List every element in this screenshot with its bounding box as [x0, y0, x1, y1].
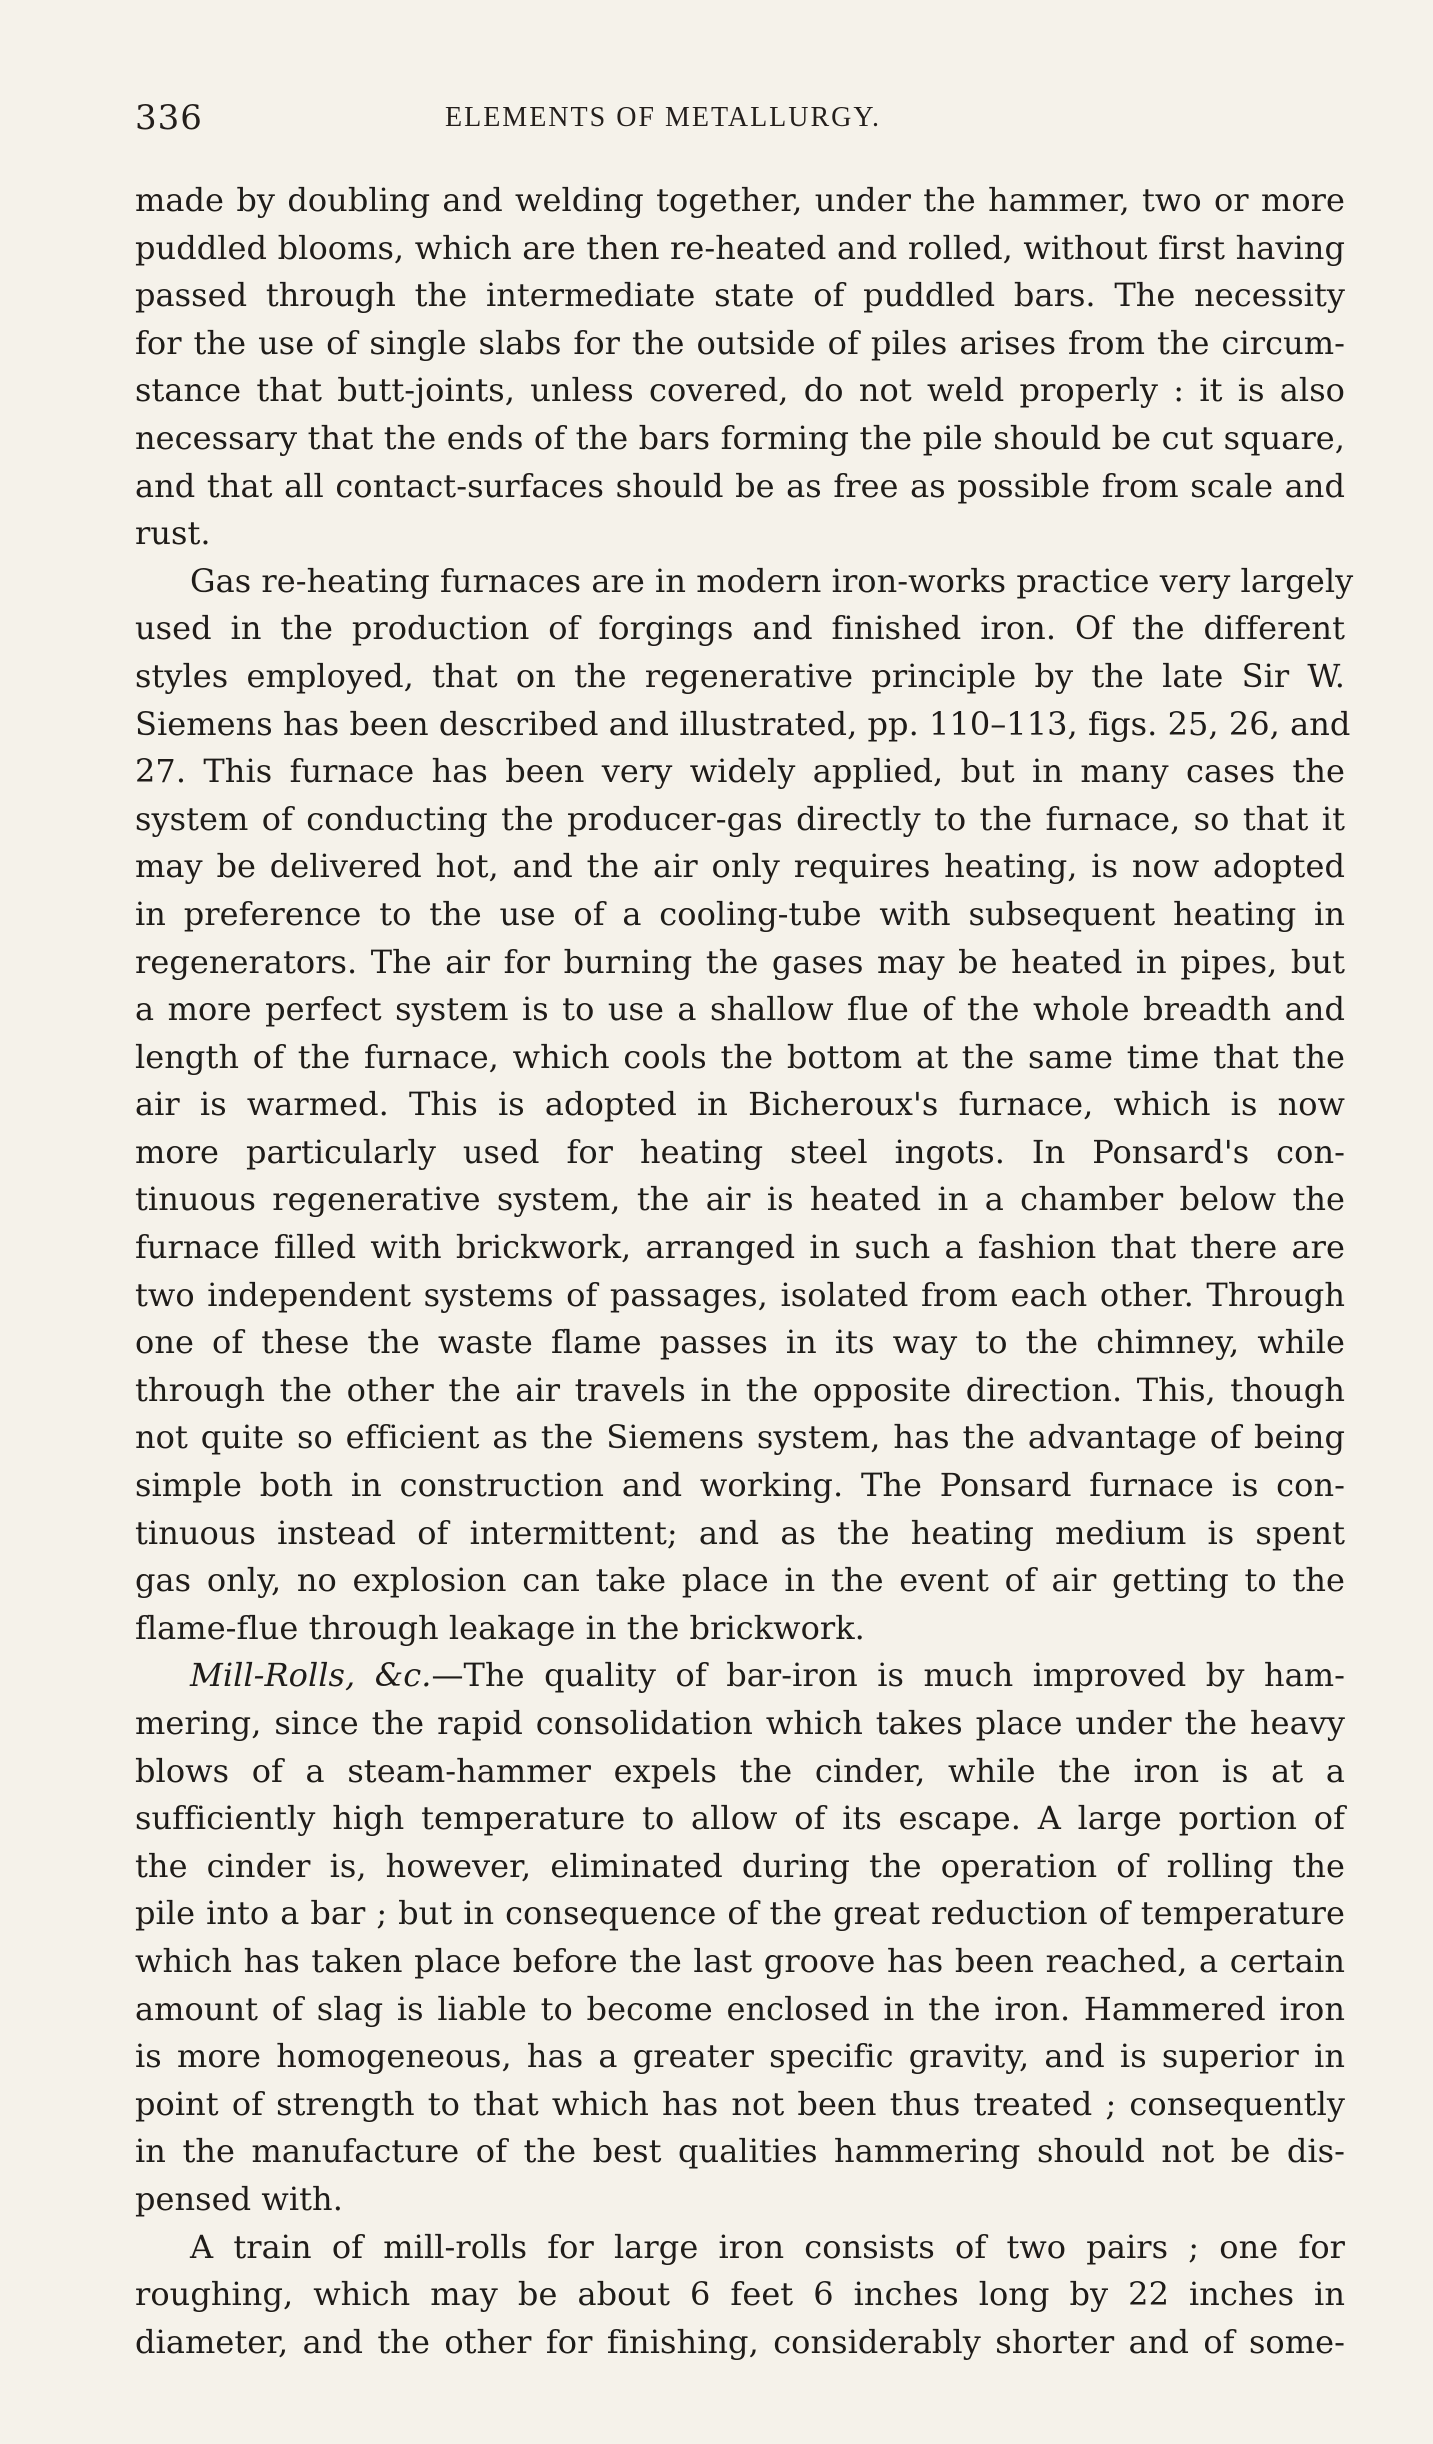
text-line: flame-flue through leakage in the brickwork. — [135, 1608, 865, 1647]
text-line: styles employed, that on the regenerative principle by the late Sir W. — [135, 656, 1345, 695]
paragraph-1 — [135, 177, 1345, 558]
paragraph-4 — [135, 2224, 1345, 2367]
text-line: Gas re-heating furnaces are in modern iron-works practice very largely — [190, 561, 1354, 600]
text-line: system of conducting the producer-gas directly to the furnace, so that it — [135, 799, 1345, 838]
text-line: furnace filled with brickwork, arranged in such a fashion that there are — [135, 1228, 1345, 1267]
text-line: more particularly used for heating steel ingots. In Ponsard's con- — [135, 1132, 1345, 1171]
text-line: for the use of single slabs for the outside of piles arises from the circum- — [135, 323, 1345, 362]
text-line: passed through the intermediate state of puddled bars. The necessity — [135, 276, 1345, 315]
text-line: pensed with. — [135, 2179, 343, 2218]
text-line: made by doubling and welding together, under the hammer, two or more — [135, 181, 1345, 219]
text-line: amount of slag is liable to become enclosed in the iron. Hammered iron — [135, 1989, 1345, 2028]
text-line-rest: —The quality of bar-iron is much improved by ham- — [431, 1656, 1345, 1695]
text-line — [135, 1652, 1345, 1700]
text-line: 27. This furnace has been very widely applied, but in many cases the — [135, 752, 1345, 791]
text-line: simple both in construction and working. The Ponsard furnace is con- — [135, 1466, 1345, 1505]
text-line: length of the furnace, which cools the bottom at the same time that the — [135, 1037, 1345, 1076]
text-line: not quite so efficient as the Siemens system, has the advantage of being — [135, 1418, 1345, 1457]
text-line: pile into a bar ; but in consequence of the great reduction of temperature — [135, 1894, 1345, 1933]
page-number: 336 — [135, 98, 203, 138]
text-line: necessary that the ends of the bars forming the pile should be cut square, — [135, 418, 1345, 457]
text-line: through the other the air travels in the opposite direction. This, though — [135, 1370, 1345, 1409]
text-line: tinuous regenerative system, the air is heated in a chamber below the — [135, 1180, 1345, 1219]
text-line: gas only, no explosion can take place in the event of air getting to the — [135, 1561, 1345, 1600]
text-line: point of strength to that which has not been thus treated ; consequently — [135, 2084, 1345, 2123]
text-line: A train of mill-rolls for large iron consists of two pairs ; one for — [190, 2227, 1345, 2266]
text-line: in the manufacture of the best qualities hammering should not be dis- — [135, 2132, 1345, 2171]
page-header — [135, 98, 1345, 148]
section-lead: Mill-Rolls, &c. — [190, 1656, 432, 1695]
paragraph-2 — [135, 558, 1354, 1653]
text-line: sufficiently high temperature to allow of its escape. A large portion of — [135, 1799, 1345, 1838]
text-line: and that all contact-surfaces should be as free as possible from scale and — [135, 466, 1345, 505]
text-line: two independent systems of passages, isolated from each other. Through — [135, 1275, 1345, 1314]
text-line: puddled blooms, which are then re-heated and rolled, without first having — [135, 228, 1345, 267]
text-line: stance that butt-joints, unless covered, do not weld properly : it is also — [135, 371, 1345, 410]
text-line: tinuous instead of intermittent; and as the heating medium is spent — [135, 1513, 1345, 1552]
text-line: in preference to the use of a cooling-tube with subsequent heating in — [135, 894, 1345, 933]
text-line: the cinder is, however, eliminated during the operation of rolling the — [135, 1846, 1345, 1885]
text-line: blows of a steam-hammer expels the cinder, while the iron is at a — [135, 1751, 1345, 1790]
text-line: one of these the waste flame passes in its way to the chimney, while — [135, 1323, 1345, 1362]
text-line: diameter, and the other for finishing, considerably shorter and of some- — [135, 2322, 1345, 2361]
text-line: may be delivered hot, and the air only requires heating, is now adopted — [135, 847, 1345, 886]
text-line: which has taken place before the last groove has been reached, a certain — [135, 1941, 1345, 1980]
text-line: rust. — [135, 514, 211, 553]
text-line: used in the production of forgings and finished iron. Of the different — [135, 609, 1345, 648]
text-line: is more homogeneous, has a greater specific gravity, and is superior in — [135, 2037, 1345, 2076]
running-title: ELEMENTS OF METALLURGY. — [445, 102, 882, 133]
text-line: Siemens has been described and illustrated, pp. 110–113, figs. 25, 26, and — [135, 704, 1351, 743]
paragraph-3 — [135, 1652, 1345, 2223]
text-line: air is warmed. This is adopted in Bicheroux's furnace, which is now — [135, 1085, 1345, 1124]
text-line: regenerators. The air for burning the gases may be heated in pipes, but — [135, 942, 1345, 981]
text-line: roughing, which may be about 6 feet 6 inches long by 22 inches in — [135, 2275, 1345, 2314]
text-line: a more perfect system is to use a shallow flue of the whole breadth and — [135, 990, 1345, 1029]
body-text — [135, 177, 1354, 2366]
text-line: mering, since the rapid consolidation which takes place under the heavy — [135, 1704, 1345, 1742]
